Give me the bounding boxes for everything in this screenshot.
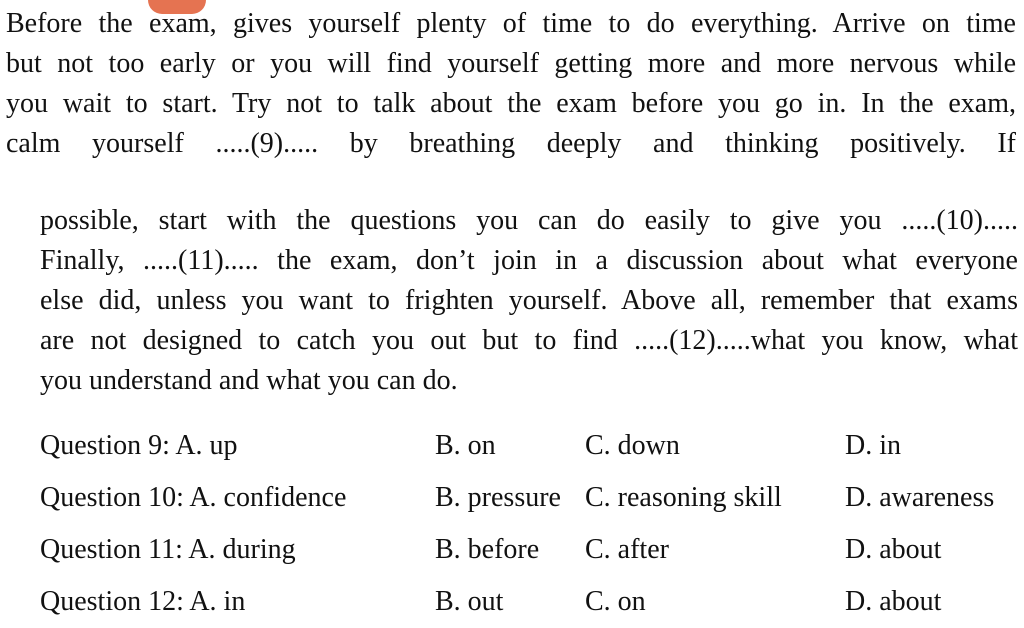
- passage-line: you understand and what you can do.: [40, 365, 458, 396]
- question-12-option-b: B. out: [435, 586, 504, 617]
- question-9-row: [40, 420, 1020, 472]
- passage-paragraph-2: [40, 201, 1018, 401]
- question-list: [40, 420, 1020, 628]
- question-12-option-c: C. on: [585, 586, 646, 617]
- question-9-option-d: D. in: [845, 430, 901, 461]
- passage-line: Before the exam, gives yourself plenty of time to do everything. Arrive on time: [6, 8, 1016, 39]
- question-12-option-d: D. about: [845, 586, 942, 617]
- question-12-row: [40, 576, 1020, 628]
- question-10-row: [40, 472, 1020, 524]
- question-10-option-a: Question 10: A. confidence: [40, 482, 347, 513]
- question-10-option-d: D. awareness: [845, 482, 995, 513]
- question-11-option-c: C. after: [585, 534, 669, 565]
- question-10-option-c: C. reasoning skill: [585, 482, 782, 513]
- passage-line: you wait to start. Try not to talk about the exam before you go in. In the exam,: [6, 88, 1016, 119]
- passage-line: are not designed to catch you out but to find .....(12).....what you know, what: [40, 325, 1018, 356]
- passage-line: possible, start with the questions you can do easily to give you .....(10).....: [40, 205, 1018, 236]
- question-12-option-a: Question 12: A. in: [40, 586, 246, 617]
- question-11-option-d: D. about: [845, 534, 942, 565]
- question-9-option-c: C. down: [585, 430, 680, 461]
- question-11-option-a: Question 11: A. during: [40, 534, 296, 565]
- question-10-option-b: B. pressure: [435, 482, 561, 513]
- passage-line: but not too early or you will find yourself getting more and more nervous while: [6, 48, 1016, 79]
- passage-line: Finally, .....(11)..... the exam, don’t join in a discussion about what everyone: [40, 245, 1018, 276]
- question-9-option-a: Question 9: A. up: [40, 430, 238, 461]
- question-11-option-b: B. before: [435, 534, 540, 565]
- passage-line: calm yourself .....(9)..... by breathing deeply and thinking positively. If: [6, 128, 1016, 159]
- question-11-row: [40, 524, 1020, 576]
- passage-paragraph-1: [6, 4, 1016, 164]
- passage-line: else did, unless you want to frighten yourself. Above all, remember that exams: [40, 285, 1018, 316]
- question-9-option-b: B. on: [435, 430, 496, 461]
